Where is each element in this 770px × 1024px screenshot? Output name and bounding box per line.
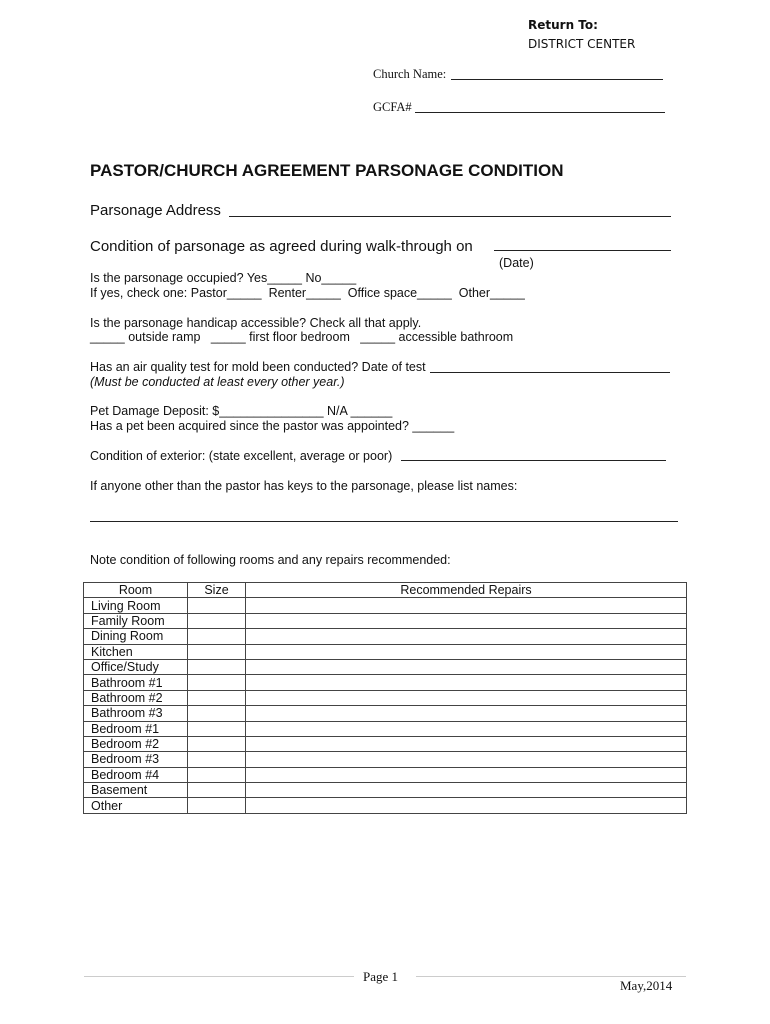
- size-cell[interactable]: [188, 798, 246, 813]
- church-name-field[interactable]: [451, 79, 663, 80]
- mold-test-question: Has an air quality test for mold been conducted? Date of test: [90, 360, 426, 374]
- room-name: Bathroom #3: [84, 706, 188, 721]
- parsonage-address-label: Parsonage Address: [90, 202, 221, 219]
- return-to-label: Return To:: [528, 18, 598, 32]
- table-row: [84, 736, 687, 751]
- table-row: [84, 783, 687, 798]
- walkthrough-label: Condition of parsonage as agreed during walk-through on: [90, 238, 473, 255]
- occupied-question: Is the parsonage occupied? Yes_____ No_____: [90, 271, 357, 285]
- table-row: [84, 767, 687, 782]
- repairs-cell[interactable]: [246, 690, 687, 705]
- page-number: Page 1: [363, 969, 399, 984]
- size-cell[interactable]: [188, 644, 246, 659]
- table-row: [84, 721, 687, 736]
- walkthrough-date-field[interactable]: [494, 250, 671, 251]
- church-name-label: Church Name:: [373, 67, 447, 81]
- size-cell[interactable]: [188, 675, 246, 690]
- size-cell[interactable]: [188, 736, 246, 751]
- size-cell[interactable]: [188, 629, 246, 644]
- repairs-cell[interactable]: [246, 644, 687, 659]
- room-name: Living Room: [84, 598, 188, 613]
- repairs-column-header: Recommended Repairs: [246, 583, 687, 598]
- size-cell[interactable]: [188, 598, 246, 613]
- rooms-table: [83, 582, 687, 814]
- table-row: [84, 798, 687, 813]
- occupant-type-options: If yes, check one: Pastor_____ Renter_____ Office space_____ Other_____: [90, 286, 525, 300]
- size-column-header: Size: [188, 583, 246, 598]
- exterior-condition-label: Condition of exterior: (state excellent, average or poor): [90, 449, 393, 463]
- repairs-cell[interactable]: [246, 798, 687, 813]
- district-center-text: DISTRICT CENTER: [528, 37, 636, 51]
- repairs-cell[interactable]: [246, 767, 687, 782]
- table-row: [84, 629, 687, 644]
- repairs-cell[interactable]: [246, 752, 687, 767]
- room-name: Basement: [84, 783, 188, 798]
- mold-test-date-field[interactable]: [430, 372, 670, 373]
- table-row: [84, 706, 687, 721]
- size-cell[interactable]: [188, 783, 246, 798]
- size-cell[interactable]: [188, 690, 246, 705]
- page-title: PASTOR/CHURCH AGREEMENT PARSONAGE CONDITION: [90, 161, 564, 180]
- room-name: Kitchen: [84, 644, 188, 659]
- room-name: Bedroom #3: [84, 752, 188, 767]
- room-name: Other: [84, 798, 188, 813]
- size-cell[interactable]: [188, 706, 246, 721]
- size-cell[interactable]: [188, 752, 246, 767]
- handicap-question: Is the parsonage handicap accessible? Check all that apply.: [90, 316, 422, 330]
- exterior-condition-field[interactable]: [401, 460, 666, 461]
- repairs-cell[interactable]: [246, 721, 687, 736]
- table-row: [84, 675, 687, 690]
- footer-divider-left: [84, 976, 354, 977]
- repairs-cell[interactable]: [246, 629, 687, 644]
- repairs-cell[interactable]: [246, 706, 687, 721]
- room-name: Family Room: [84, 613, 188, 628]
- repairs-cell[interactable]: [246, 675, 687, 690]
- footer-date: May,2014: [620, 978, 673, 993]
- repairs-cell[interactable]: [246, 736, 687, 751]
- pet-acquired-question: Has a pet been acquired since the pastor was appointed? ______: [90, 419, 455, 433]
- room-column-header: Room: [84, 583, 188, 598]
- table-row: [84, 752, 687, 767]
- gcfa-label: GCFA#: [373, 100, 412, 114]
- size-cell[interactable]: [188, 721, 246, 736]
- size-cell[interactable]: [188, 767, 246, 782]
- repairs-cell[interactable]: [246, 613, 687, 628]
- size-cell[interactable]: [188, 613, 246, 628]
- handicap-options: _____ outside ramp _____ first floor bedroom _____ accessible bathroom: [90, 330, 514, 344]
- room-name: Bedroom #1: [84, 721, 188, 736]
- parsonage-address-field[interactable]: [229, 216, 671, 217]
- mold-test-note: (Must be conducted at least every other year.): [90, 375, 345, 389]
- table-header-row: [84, 583, 687, 598]
- keys-names-field[interactable]: [90, 521, 678, 522]
- room-name: Bathroom #2: [84, 690, 188, 705]
- room-name: Bedroom #2: [84, 736, 188, 751]
- room-name: Dining Room: [84, 629, 188, 644]
- room-name: Bathroom #1: [84, 675, 188, 690]
- table-row: [84, 690, 687, 705]
- table-row: [84, 659, 687, 674]
- gcfa-field[interactable]: [415, 112, 665, 113]
- rooms-note: Note condition of following rooms and any repairs recommended:: [90, 553, 451, 567]
- footer-divider-right: [416, 976, 686, 977]
- table-row: [84, 644, 687, 659]
- table-row: [84, 598, 687, 613]
- table-row: [84, 613, 687, 628]
- date-caption: (Date): [499, 256, 534, 270]
- room-name: Office/Study: [84, 659, 188, 674]
- repairs-cell[interactable]: [246, 659, 687, 674]
- repairs-cell[interactable]: [246, 783, 687, 798]
- size-cell[interactable]: [188, 659, 246, 674]
- repairs-cell[interactable]: [246, 598, 687, 613]
- room-name: Bedroom #4: [84, 767, 188, 782]
- pet-deposit-line: Pet Damage Deposit: $_______________ N/A ______: [90, 404, 393, 418]
- keys-question: If anyone other than the pastor has keys to the parsonage, please list names:: [90, 479, 518, 493]
